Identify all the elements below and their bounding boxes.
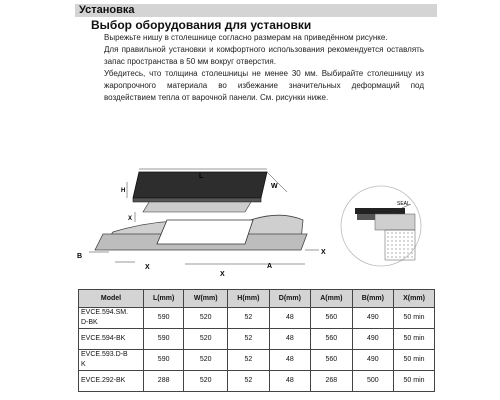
table-header-row (79, 290, 435, 308)
seal-label: SEAL (397, 201, 410, 207)
cell-x: 50 min (394, 329, 435, 350)
cell-w: 520 (184, 350, 228, 371)
col-a: A(mm) (311, 290, 352, 308)
dim-l: L (199, 173, 204, 180)
cell-model: EVCE.594-BK (79, 329, 144, 350)
cell-l: 590 (144, 350, 184, 371)
table-row (79, 371, 435, 392)
dim-x-right: X (321, 249, 326, 256)
cell-b: 490 (352, 329, 393, 350)
col-h: H(mm) (228, 290, 269, 308)
cell-w: 520 (184, 371, 228, 392)
instructions-text (104, 32, 424, 104)
cell-a: 560 (311, 350, 352, 371)
cell-d: 48 (269, 350, 310, 371)
cell-a: 560 (311, 329, 352, 350)
col-w: W(mm) (184, 290, 228, 308)
cell-b: 490 (352, 308, 393, 329)
cell-x: 50 min (394, 371, 435, 392)
col-x: X(mm) (394, 290, 435, 308)
col-b: B(mm) (352, 290, 393, 308)
table-row (79, 329, 435, 350)
cell-a: 268 (311, 371, 352, 392)
cell-h: 52 (228, 308, 269, 329)
table-row (79, 350, 435, 371)
cell-b: 500 (352, 371, 393, 392)
section-title: Установка (75, 4, 437, 17)
dim-a: A (267, 263, 273, 270)
cell-w: 520 (184, 308, 228, 329)
cell-l: 590 (144, 308, 184, 329)
table-row (79, 308, 435, 329)
cell-d: 48 (269, 308, 310, 329)
paragraph-2: Для правильной установки и комфортного использования рекомендуется оставлять запас пространства в 50 мм вокруг отверстия. (104, 45, 424, 66)
seal-detail-inset (341, 186, 421, 266)
cell-h: 52 (228, 371, 269, 392)
cell-h: 52 (228, 350, 269, 371)
cell-x: 50 min (394, 350, 435, 371)
cell-model: EVCE.593.D-B K (79, 350, 144, 371)
col-l: L(mm) (144, 290, 184, 308)
col-d: D(mm) (269, 290, 310, 308)
dim-b: B (77, 253, 83, 260)
dim-x-left: X (128, 216, 133, 222)
dim-x-bottom-right: X (220, 271, 225, 278)
subtitle: Выбор оборудования для установки (91, 18, 312, 32)
cell-a: 560 (311, 308, 352, 329)
cell-d: 48 (269, 371, 310, 392)
paragraph-3: Убедитесь, что толщина столешницы не менее 30 мм. Выбирайте столешницу из жаропрочного материала во избежание значительных деформаций под воздействием тепла от варочной панели. См. рисунки ниже. (104, 69, 424, 102)
cell-model: EVCE.594.SM. D-BK (79, 308, 144, 329)
installation-diagram (75, 168, 437, 286)
cell-model: EVCE.292-BK (79, 371, 144, 392)
cell-w: 520 (184, 329, 228, 350)
dimensions-table (78, 289, 435, 392)
dim-x-bottom-left: X (145, 264, 150, 271)
cell-l: 590 (144, 329, 184, 350)
dim-w: W (271, 183, 278, 190)
cell-d: 48 (269, 329, 310, 350)
col-model: Model (79, 290, 144, 308)
dim-h: H (121, 188, 126, 194)
cell-b: 490 (352, 350, 393, 371)
cell-x: 50 min (394, 308, 435, 329)
paragraph-1: Вырежьте нишу в столешнице согласно размерам на приведённом рисунке. (104, 33, 388, 42)
cell-h: 52 (228, 329, 269, 350)
cell-l: 288 (144, 371, 184, 392)
